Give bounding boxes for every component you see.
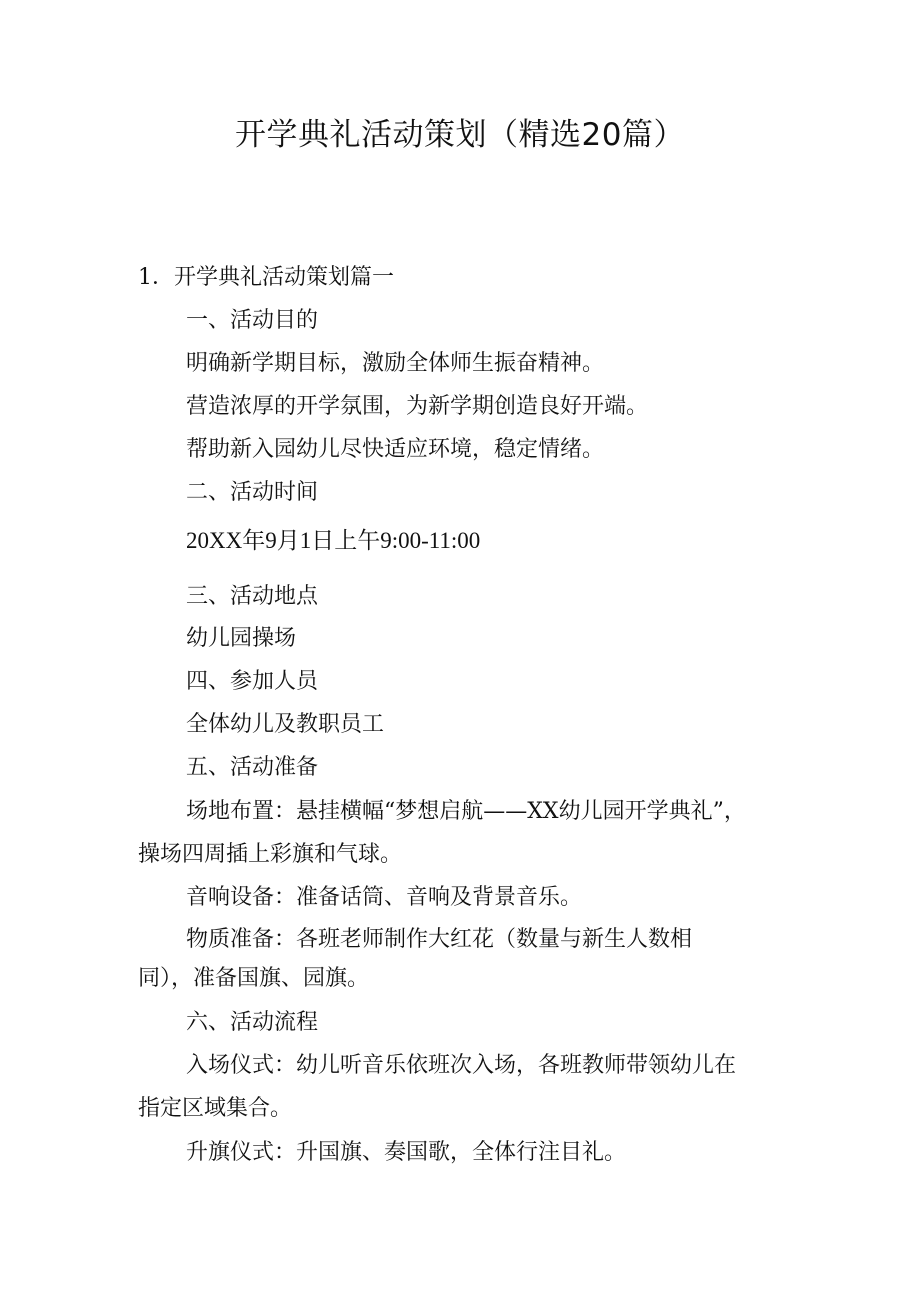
people-value: 全体幼儿及教职员工 (186, 712, 385, 737)
flow-flag-line: 升旗仪式：升国旗、奏国歌，全体行注目礼。 (186, 1140, 627, 1165)
prep-heading: 五、活动准备 (186, 755, 319, 780)
prep-material-line-2: 同），准备国旗、园旗。 (138, 966, 370, 991)
time-heading: 二、活动时间 (186, 480, 319, 505)
purpose-line-1: 明确新学期目标，激励全体师生振奋精神。 (186, 351, 605, 376)
purpose-line-2: 营造浓厚的开学氛围，为新学期创造良好开端。 (186, 394, 649, 419)
time-value: 20XX年9月1日上午9:00-11:00 (186, 528, 481, 553)
flow-entry-line-1: 入场仪式：幼儿听音乐依班次入场，各班教师带领幼儿在 (186, 1053, 737, 1078)
purpose-line-3: 帮助新入园幼儿尽快适应环境，稳定情绪。 (186, 437, 605, 462)
page-title: 开学典礼活动策划（精选20篇） (235, 117, 685, 153)
section-heading: 1．开学典礼活动策划篇一 (138, 265, 394, 290)
people-heading: 四、参加人员 (186, 669, 319, 694)
prep-sound-line: 音响设备：准备话筒、音响及背景音乐。 (186, 885, 583, 910)
flow-entry-line-2: 指定区域集合。 (138, 1096, 293, 1121)
place-value: 幼儿园操场 (186, 626, 297, 651)
place-heading: 三、活动地点 (186, 584, 319, 609)
prep-venue-line-1: 场地布置：悬挂横幅“梦想启航——XX幼儿园开学典礼”， (186, 799, 746, 824)
purpose-heading: 一、活动目的 (186, 308, 319, 333)
prep-material-line-1: 物质准备：各班老师制作大红花（数量与新生人数相 (186, 927, 693, 952)
prep-venue-line-2: 操场四周插上彩旗和气球。 (138, 842, 403, 867)
flow-heading: 六、活动流程 (186, 1010, 319, 1035)
